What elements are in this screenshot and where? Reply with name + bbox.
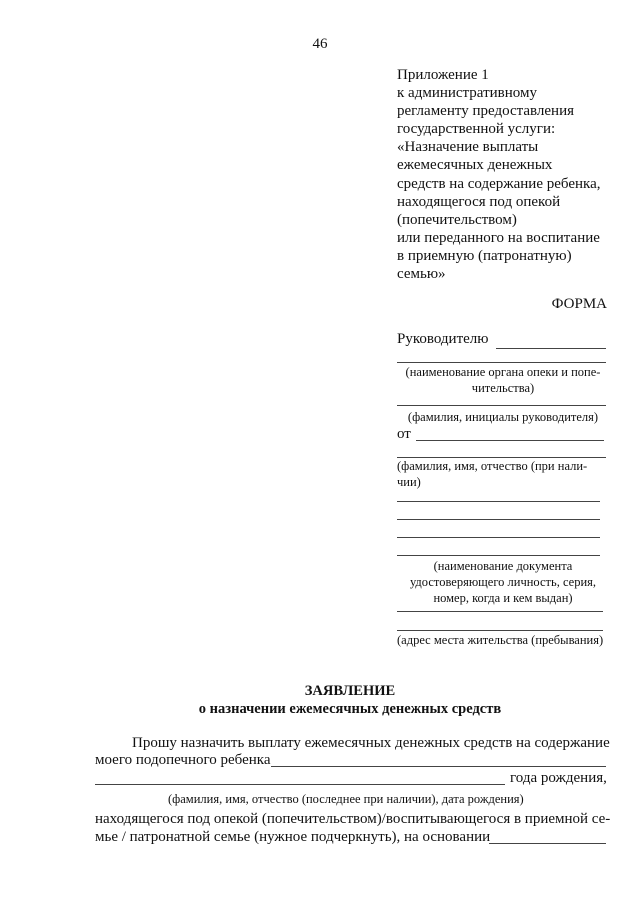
from-field-line[interactable] [416, 440, 604, 441]
document-caption-1: (наименование документа [433, 559, 573, 573]
appendix-line: семью» [397, 266, 446, 283]
appendix-line: государственной услуги: [397, 121, 556, 138]
appendix-line: «Назначение выплаты [397, 139, 539, 156]
statement-line-5: мье / патронатной семье (нужное подчеркнуть), на основании [95, 829, 491, 845]
statement-line-2: моего подопечного ребенка [95, 752, 271, 768]
child-name-field-line[interactable] [271, 766, 606, 767]
to-head-label: Руководителю [397, 331, 489, 347]
appendix-line: в приемную (патронатную) [397, 247, 572, 264]
page-number: 46 [312, 36, 328, 52]
head-name-field-line[interactable] [397, 405, 606, 406]
head-name-caption: (фамилия, инициалы руководителя) [407, 410, 599, 424]
head-field-line[interactable] [496, 348, 606, 349]
form-label: ФОРМА [551, 296, 607, 312]
appendix-line: (попечительством) [397, 211, 517, 228]
appendix-line: или переданного на воспитание [397, 229, 600, 246]
from-label: от [397, 426, 411, 442]
address-caption: (адрес места жительства (пребывания) [397, 633, 604, 647]
document-field-line[interactable] [397, 501, 600, 502]
applicant-caption-1: (фамилия, имя, отчество (при нали- [397, 459, 588, 473]
appendix-line: находящегося под опекой [397, 193, 561, 210]
appendix-line: ежемесячных денежных [397, 157, 553, 174]
authority-caption-1: (наименование органа опеки и попе- [405, 365, 601, 379]
appendix-line: к административному [397, 85, 537, 102]
document-field-line[interactable] [397, 537, 600, 538]
document-caption-3: номер, когда и кем выдан) [433, 591, 573, 605]
appendix-line: средств на содержание ребенка, [397, 175, 601, 192]
document-field-line[interactable] [397, 519, 600, 520]
statement-line-1: Прошу назначить выплату ежемесячных денежных средств на содержание [132, 735, 610, 751]
appendix-line: Приложение 1 [397, 67, 489, 83]
child-caption: (фамилия, имя, отчество (последнее при наличии), дата рождения) [168, 792, 524, 806]
document-caption-2: удостоверяющего личность, серия, [409, 575, 597, 589]
child-birth-field-line[interactable] [95, 784, 505, 785]
statement-title: ЗАЯВЛЕНИЕ [304, 683, 396, 699]
appendix-reference [397, 66, 612, 283]
address-field-line[interactable] [397, 630, 603, 631]
authority-caption-2: чительства) [471, 381, 535, 395]
applicant-caption-2: чии) [397, 475, 421, 489]
document-field-line[interactable] [397, 555, 600, 556]
authority-field-line[interactable] [397, 362, 606, 363]
statement-line-4: находящегося под опекой (попечительством)/воспитывающегося в приемной се- [95, 811, 611, 827]
address-field-line[interactable] [397, 611, 603, 612]
birth-year-label: года рождения, [510, 770, 607, 786]
appendix-line: регламенту предоставления [397, 103, 575, 120]
basis-field-line[interactable] [489, 843, 606, 844]
statement-subtitle: о назначении ежемесячных денежных средств [198, 701, 502, 717]
